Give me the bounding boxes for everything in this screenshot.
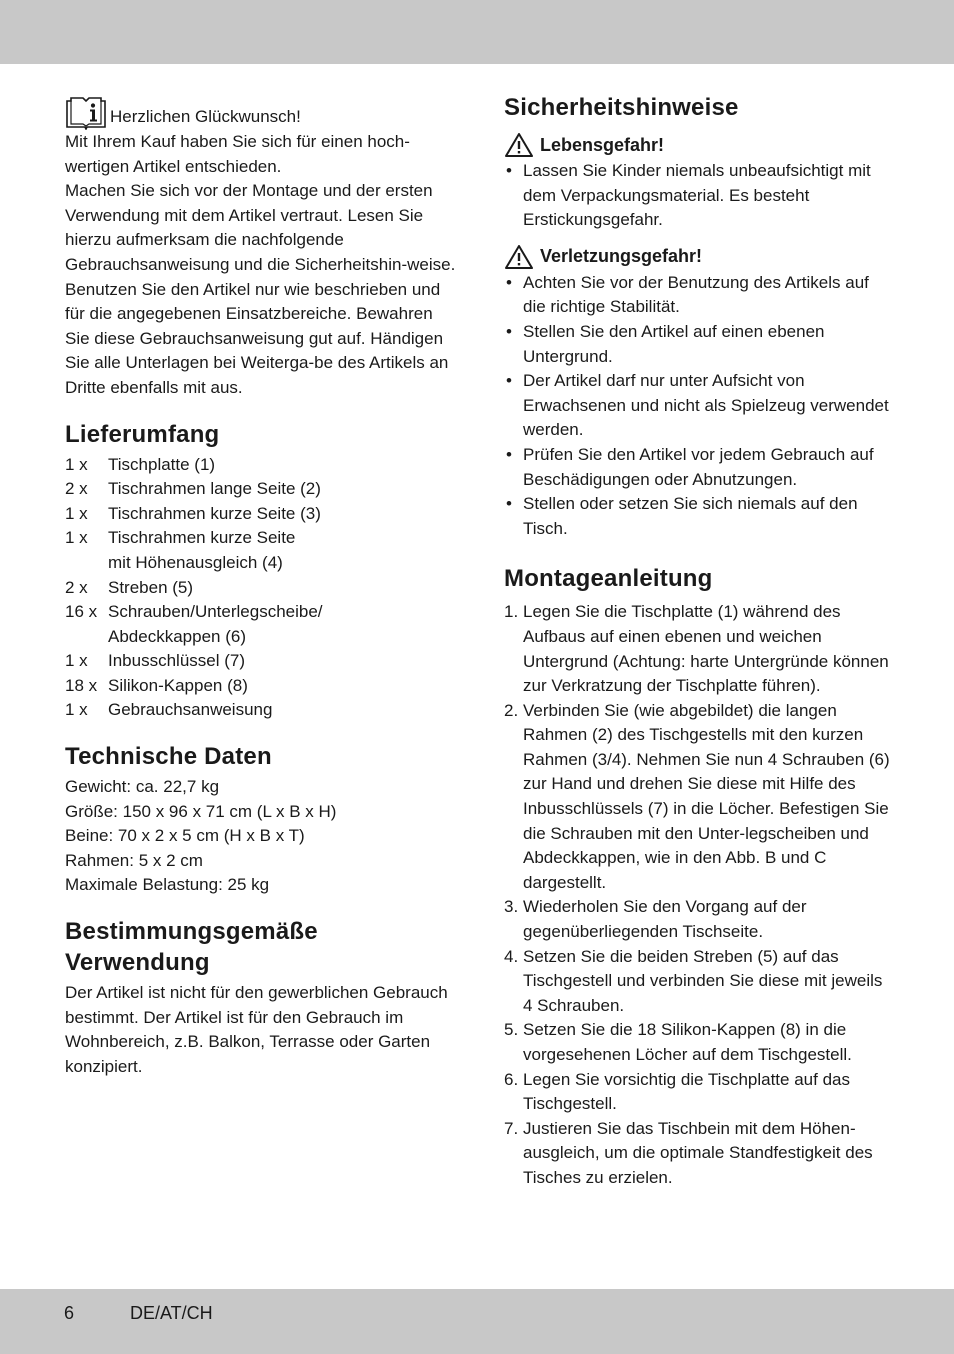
intro-paragraph: Mit Ihrem Kauf haben Sie sich für einen hoch-wertigen Artikel entschieden. <box>65 132 410 176</box>
bullet-dot: • <box>506 272 512 292</box>
region-label: DE/AT/CH <box>130 1303 213 1323</box>
list-item <box>504 159 896 233</box>
bullet-dot: • <box>506 161 512 180</box>
item-name: Streben (5) <box>108 577 194 597</box>
list-item <box>504 945 896 1019</box>
technische-daten-heading: Technische Daten <box>65 743 272 771</box>
lebensgefahr-heading <box>504 131 896 159</box>
list-item <box>504 1117 896 1191</box>
list-item <box>504 320 896 369</box>
bullet-text: Stellen Sie den Artikel auf einen ebenen Untergrund. <box>523 321 825 366</box>
item-name: Inbusschlüssel (7) <box>108 651 246 671</box>
item-qty: 2 x <box>65 479 88 499</box>
item-qty: 18 x <box>65 675 98 695</box>
item-qty: 1 x <box>65 528 88 548</box>
step-number: 4. <box>504 946 519 966</box>
step-number: 3. <box>504 897 519 917</box>
intro-paragraph: Benutzen Sie den Artikel nur wie beschrieben und für die angegebenen Einsatzbereiche. Bewahren Sie diese Gebrauchsanweisung gut auf. Händigen Sie alle Unterlagen bei Weiterga-be des Artikels an Dritte ebenfalls mit aus. <box>65 279 449 397</box>
item-name: Schrauben/Unterlegscheibe/ Abdeckkappen (6) <box>108 602 323 646</box>
item-qty: 1 x <box>65 700 88 720</box>
spec-line: Maximale Belastung: 25 kg <box>65 875 270 895</box>
list-item <box>65 674 457 699</box>
bullet-text: Stellen oder setzen Sie sich niemals auf den Tisch. <box>523 494 858 538</box>
item-qty: 16 x <box>65 602 98 622</box>
step-text: Legen Sie vorsichtig die Tischplatte auf das Tischgestell. <box>523 1069 850 1114</box>
item-qty: 2 x <box>65 577 88 597</box>
list-item <box>504 369 896 443</box>
list-item <box>65 600 457 649</box>
list-item <box>504 443 896 492</box>
item-name: Silikon-Kappen (8) <box>108 675 248 695</box>
item-name: Gebrauchsanweisung <box>108 700 273 720</box>
bestimmung-text: Der Artikel ist nicht für den gewerblichen Gebrauch bestimmt. Der Artikel ist für den Gebrauch im Wohnbereich, z.B. Balkon, Terrasse oder Garten konzipiert. <box>65 983 448 1076</box>
bullet-text: Prüfen Sie den Artikel vor jedem Gebrauch auf Beschädigungen oder Abnutzungen. <box>523 444 874 489</box>
technische-daten-list <box>65 775 457 898</box>
step-text: Wiederholen Sie den Vorgang auf der gegenüberliegenden Tischseite. <box>523 897 807 942</box>
list-item <box>504 699 896 896</box>
list-item <box>504 1068 896 1117</box>
spec-line: Beine: 70 x 2 x 5 cm (H x B x T) <box>65 826 305 846</box>
list-item <box>65 477 457 502</box>
item-qty: 1 x <box>65 503 88 523</box>
bullet-text: Lassen Sie Kinder niemals unbeaufsichtigt mit dem Verpackungsmaterial. Es besteht Erstickungsgefahr. <box>523 161 871 230</box>
step-text: Legen Sie die Tischplatte (1) während des Aufbaus auf einen ebenen und weichen Untergrund (Achtung: harte Untergründe können zur Verkratzung der Tischplatte führen). <box>523 602 889 696</box>
item-qty: 1 x <box>65 651 88 671</box>
list-item <box>504 492 896 541</box>
step-text: Setzen Sie die 18 Silikon-Kappen (8) in die vorgesehenen Löcher auf dem Tischgestell. <box>523 1020 852 1064</box>
item-name: Tischplatte (1) <box>108 454 216 474</box>
step-number: 6. <box>504 1069 519 1089</box>
item-name: Tischrahmen kurze Seite mit Höhenausgleich (4) <box>108 528 296 572</box>
list-item <box>504 1018 896 1067</box>
item-qty: 1 x <box>65 454 88 474</box>
warning-triangle-icon <box>504 132 534 158</box>
verletzungsgefahr-heading <box>504 243 896 271</box>
bestimmung-heading-line1: Bestimmungsgemäße <box>65 918 318 946</box>
montage-heading: Montageanleitung <box>504 565 713 593</box>
list-item <box>65 576 457 601</box>
step-number: 2. <box>504 700 519 720</box>
list-item <box>504 271 896 320</box>
bullet-dot: • <box>506 494 512 514</box>
bestimmung-heading-line2: Verwendung <box>65 949 210 977</box>
spec-line: Größe: 150 x 96 x 71 cm (L x B x H) <box>65 801 337 821</box>
intro-greeting: Herzlichen Glückwunsch! <box>110 107 301 127</box>
bullet-dot: • <box>506 321 512 341</box>
intro-paragraph: Machen Sie sich vor der Montage und der ersten Verwendung mit dem Artikel vertraut. Lesen Sie hierzu aufmerksam die nachfolgende Gebrauchsanweisung und die Sicherheitshin-weise. <box>65 181 456 274</box>
step-number: 7. <box>504 1118 519 1138</box>
item-name: Tischrahmen lange Seite (2) <box>108 479 321 499</box>
item-name: Tischrahmen kurze Seite (3) <box>108 503 321 523</box>
list-item <box>504 895 896 944</box>
spec-line: Gewicht: ca. 22,7 kg <box>65 777 220 797</box>
step-number: 1. <box>504 602 519 622</box>
list-item <box>65 698 457 723</box>
lebensgefahr-label: Lebensgefahr! <box>540 134 665 155</box>
intro-greeting-row <box>65 92 457 130</box>
list-item <box>65 453 457 478</box>
spec-line: Rahmen: 5 x 2 cm <box>65 850 203 870</box>
list-item <box>65 502 457 527</box>
bullet-text: Der Artikel darf nur unter Aufsicht von Erwachsenen und nicht als Spielzeug verwendet werden. <box>523 371 889 440</box>
lieferumfang-heading: Lieferumfang <box>65 420 220 448</box>
bullet-text: Achten Sie vor der Benutzung des Artikels auf die richtige Stabilität. <box>523 272 869 317</box>
right-column <box>504 92 896 1191</box>
step-number: 5. <box>504 1020 519 1040</box>
step-text: Verbinden Sie (wie abgebildet) die langen Rahmen (2) des Tischgestells mit den kurzen Rahmen (3/4). Nehmen Sie nun 4 Schrauben (6) zur Hand und drehen Sie diese mit Hilfe des Inbusschlüssels (7) in die Löcher. Befestigen Sie die Schrauben mit den Unter-legscheiben und Abdeckkappen, wie in den Abb. B und C dargestellt. <box>523 700 890 892</box>
verletzungsgefahr-label: Verletzungsgefahr! <box>540 246 703 267</box>
page-number: 6 <box>64 1303 75 1323</box>
list-item <box>65 649 457 674</box>
lieferumfang-list <box>65 453 457 724</box>
list-item <box>65 526 457 575</box>
info-book-icon <box>65 96 107 130</box>
step-text: Setzen Sie die beiden Streben (5) auf das Tischgestell und verbinden Sie diese mit jeweils 4 Schrauben. <box>523 946 883 1015</box>
left-column <box>65 92 457 1079</box>
warning-triangle-icon <box>504 244 534 270</box>
sicherheit-heading: Sicherheitshinweise <box>504 94 739 121</box>
step-text: Justieren Sie das Tischbein mit dem Höhen-ausgleich, um die optimale Standfestigkeit des Tisches zu erzielen. <box>523 1118 873 1187</box>
bullet-dot: • <box>506 371 512 391</box>
list-item <box>504 600 896 698</box>
header-bar <box>0 0 954 64</box>
bestimmung-heading <box>65 916 457 978</box>
bullet-dot: • <box>506 444 512 464</box>
